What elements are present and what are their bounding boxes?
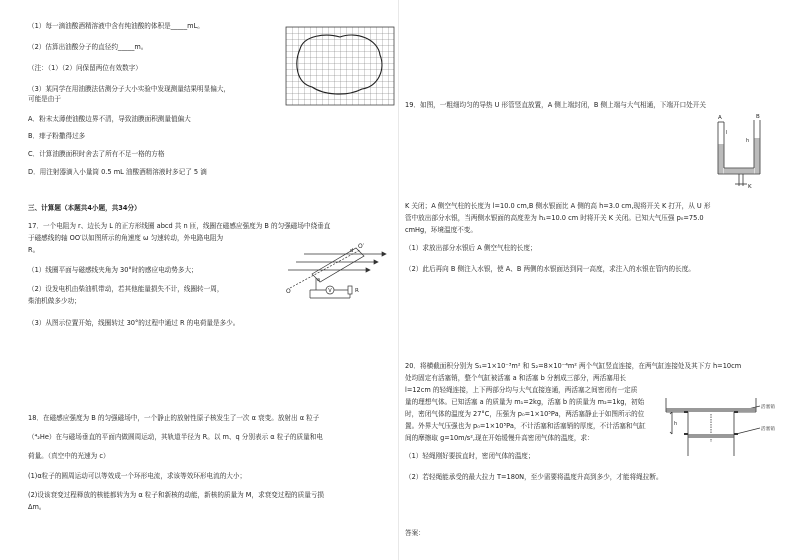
coil-label-a: a xyxy=(317,277,321,283)
problem-18-question-1: (1)α粒子的圆周运动可以等效成一个环形电流，求该等效环形电流的大小； xyxy=(28,472,247,480)
problem-19-question-2: （2）此后再向 B 侧注入水银，使 A、B 两侧的水银面达到同一高度，求注入的水银在管内的长度。 xyxy=(405,265,695,273)
switch-k-label: K xyxy=(748,184,752,190)
problem-19-question-1: （1）求放出部分水银后 A 侧空气柱的长度； xyxy=(405,244,537,252)
option-c: C．计算油膜面积时舍去了所有不足一格的方格 xyxy=(28,150,165,158)
problem-17-question-2-cont: 柴油机做多少功； xyxy=(28,297,81,305)
option-b: B．痱子粉撒得过多 xyxy=(28,132,86,140)
voltmeter-label: V xyxy=(328,288,332,294)
tube-b-label: B xyxy=(756,114,760,120)
problem-17-question-1: （1）线圈平面与磁感线夹角为 30°时的感应电动势多大； xyxy=(28,266,198,274)
section-heading: 三、计算题（本题共4小题，共34分） xyxy=(28,204,141,212)
question-16-note: （注：（1）（2）问保留两位有效数字） xyxy=(28,64,142,72)
height-h-label: h xyxy=(674,421,678,427)
problem-20-line-2: 处均固定有活塞销，整个气缸被活塞 a 和活塞 b 分割成三部分，两活塞用长 xyxy=(405,374,627,382)
problem-18-line-2: （⁴₂He）在与磁场垂直的平面内做圆周运动，其轨道半径为 R。以 m、q 分别表示 α 粒子的质量和电 xyxy=(28,433,323,441)
length-l-label: l xyxy=(726,130,728,136)
axis-o-prime-label: O′ xyxy=(358,243,365,250)
u-tube-figure xyxy=(708,114,772,194)
cylinder-piston-figure xyxy=(664,398,784,460)
problem-20-line-5: 时，密闭气体的温度为 27°C，压强为 p₀=1×10⁵Pa，两活塞静止于如图所示的位 xyxy=(405,410,645,418)
problem-20-question-2: （2）若轻绳能承受的最大拉力 T=180N，至少需要将温度升高到多少，才能将绳拉断。 xyxy=(405,473,663,481)
problem-17-line-1: 17．一个电阻为 r、边长为 L 的正方形线圈 abcd 共 n 匝，线圈在磁感应强度为 B 的匀强磁场中绕垂直 xyxy=(28,222,331,230)
question-16-part-2: （2）估算出油酸分子的直径约_____m。 xyxy=(28,43,148,51)
problem-20-line-1: 20．将横截面积分别为 S₁=1×10⁻³m² 和 S₂=8×10⁻⁴m² 两个气缸竖直连接，在两气缸连接处及其下方 h=10cm xyxy=(405,362,742,370)
axis-o-label: O xyxy=(286,288,291,295)
generator-coil-figure xyxy=(286,244,386,304)
problem-20-question-1: （1）轻绳刚好要拔直时，密闭气体的温度； xyxy=(405,452,535,460)
problem-19-line-2: K 关闭；A 侧空气柱的长度为 l=10.0 cm,B 侧水银面比 A 侧的高 h=3.0 cm,现将开关 K 打开，从 U 形 xyxy=(405,202,711,210)
piston-pin-label-1: 活塞销 xyxy=(761,405,775,410)
question-16-part-1: （1）每一滴油酸酒精溶液中含有纯油酸的体积是_____mL。 xyxy=(28,22,204,30)
problem-17-question-2: （2）设发电机由柴油机带动，若其他能量损失不计，线圈转一周， xyxy=(28,285,224,293)
answer-label: 答案： xyxy=(405,529,425,537)
problem-17-line-3: R。 xyxy=(28,246,40,254)
problem-18-question-2: (2)设该衰变过程释放的核能都转为为 α 粒子和新核的动能，新核的质量为 M，求衰变过程的质量亏损 xyxy=(28,491,325,499)
resistor-label: R xyxy=(355,288,359,294)
question-16-part-3: （3）某同学在用油膜法估测分子大小实验中发现测量结果明显偏大， xyxy=(28,85,231,93)
column-divider xyxy=(398,0,399,560)
question-16-part-3-cont: 可能是由于 xyxy=(28,95,61,103)
oil-film-grid-figure xyxy=(286,27,394,105)
problem-20-line-4: 量的理想气体。已知活塞 a 的质量为 m₁=2kg，活塞 b 的质量为 m₂=1kg，初始 xyxy=(405,398,645,406)
problem-20-line-3: l=12cm 的轻绳连接，上下两部分均与大气直接连通，两活塞之间密闭有一定质 xyxy=(405,386,638,394)
coil-label-d: d xyxy=(350,248,354,254)
problem-19-line-4: cmHg，环境温度不变。 xyxy=(405,226,477,234)
piston-pin-label-2: 活塞销 xyxy=(761,427,775,432)
problem-18-question-2-cont: Δm。 xyxy=(28,503,46,511)
problem-20-line-7: 间的摩擦取 g=10m/s²,现在开始缓慢升高密闭气体的温度，求： xyxy=(405,434,594,442)
tube-a-label: A xyxy=(718,115,722,121)
problem-19-line-3: 管中放出部分水银，当两侧水银面的高度差为 h₁=10.0 cm 时将开关 K 关闭。已知大气压强 p₀=75.0 xyxy=(405,214,704,222)
problem-18-line-1: 18．在磁感应强度为 B 的匀强磁场中，一个静止的放射性原子核发生了一次 α 衰变。放射出 α 粒子 xyxy=(28,414,320,422)
problem-20-line-6: 置。外界大气压强也为 p₀=1×10⁵Pa，不计活塞和活塞销的厚度，不计活塞和气缸 xyxy=(405,422,646,430)
option-a: A．粉末太薄使油酸边界不清，导致油膜面积测量值偏大 xyxy=(28,115,191,123)
option-d: D．用注射器滴入小量筒 0.5 mL 油酸酒精溶液时多记了 5 滴 xyxy=(28,168,207,176)
problem-19-line-1: 19．如图，一粗细均匀的导热 U 形管竖直放置，A 侧上端封闭，B 侧上端与大气相通，下端开口处开关 xyxy=(405,101,706,109)
problem-17-question-3: （3）从图示位置开始，线圈转过 30°的过程中通过 R 的电荷量是多少。 xyxy=(28,319,240,327)
problem-18-line-3: 荷量。（真空中的光速为 c） xyxy=(28,452,110,460)
height-h-label: h xyxy=(746,138,750,144)
problem-17-line-2: 于磁感线的轴 OO′以如图所示的角速度 ω 匀速转动，外电路电阻为 xyxy=(28,234,224,242)
